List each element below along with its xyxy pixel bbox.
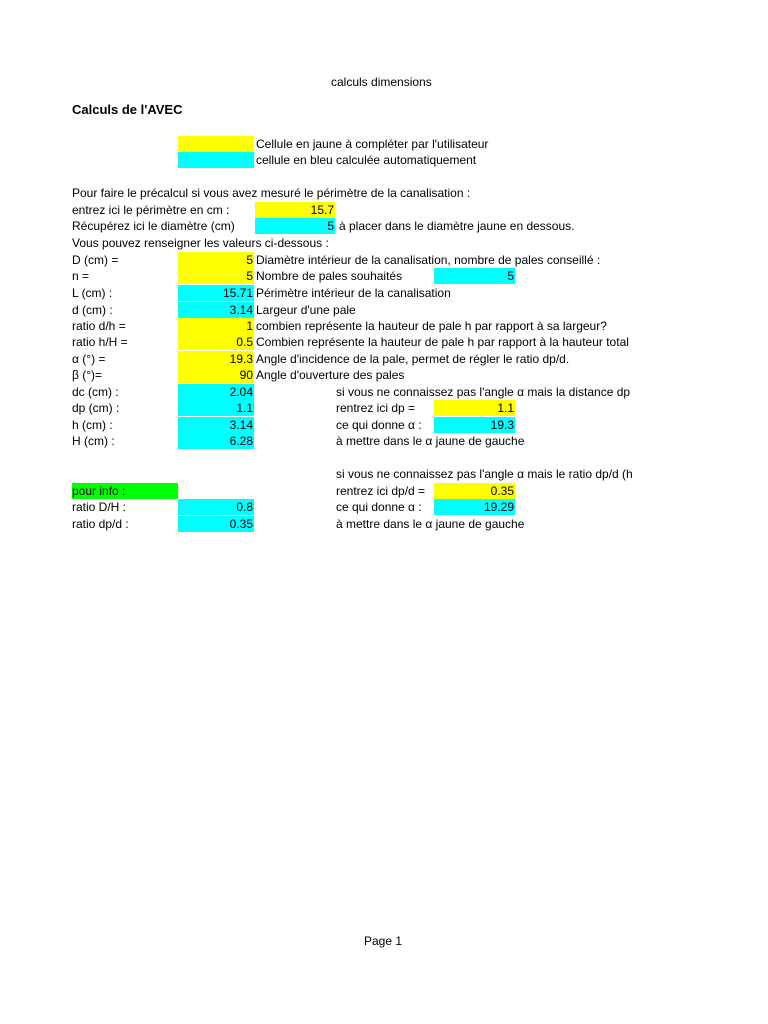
row-label: D (cm) = <box>72 253 119 267</box>
row-description: Angle d'ouverture des pales <box>256 368 405 382</box>
row-label: H (cm) : <box>72 434 115 448</box>
row-value-result: 15.71 <box>178 285 254 301</box>
row-label: dp (cm) : <box>72 401 120 415</box>
info-label: pour info : <box>72 483 178 499</box>
page-heading: Calculs de l'AVEC <box>72 102 183 117</box>
perimeter-label: entrez ici le périmètre en cm : <box>72 203 230 217</box>
row-label: ratio d/h = <box>72 319 126 333</box>
page-number: Page 1 <box>364 934 403 948</box>
row-value-input[interactable]: 90 <box>178 367 254 383</box>
row-description: Nombre de pales souhaités <box>256 269 403 283</box>
row-value-input[interactable]: 5 <box>178 252 254 268</box>
info-row-value: 0.35 <box>178 516 254 532</box>
row-value-result: 6.28 <box>178 433 254 449</box>
row-label: β (°)= <box>72 368 103 382</box>
info-row-label: ratio D/H : <box>72 500 127 514</box>
side2-title: si vous ne connaissez pas l'angle α mais le ratio dp/d (h <box>336 467 633 481</box>
side2-result-label: ce qui donne α : <box>336 500 422 514</box>
side1-title: si vous ne connaissez pas l'angle α mais la distance dp <box>336 385 631 399</box>
row-value-input[interactable]: 19.3 <box>178 351 254 367</box>
values-intro: Vous pouvez renseigner les valeurs ci-dessous : <box>72 236 329 250</box>
row-description: Combien représente la hauteur de pale h par rapport à la hauteur total <box>256 335 629 349</box>
side1-note: à mettre dans le α jaune de gauche <box>336 434 525 448</box>
row-label: n = <box>72 269 90 283</box>
row-value-result: 3.14 <box>178 302 254 318</box>
legend-yellow-text: Cellule en jaune à compléter par l'utilisateur <box>256 137 489 151</box>
row-value-input[interactable]: 1 <box>178 318 254 334</box>
row-label: d (cm) : <box>72 303 113 317</box>
row-description: Angle d'incidence de la pale, permet de régler le ratio dp/d. <box>256 352 570 366</box>
info-row-value: 0.8 <box>178 499 254 515</box>
page-header-title: calculs dimensions <box>331 75 432 89</box>
side2-ratio-input[interactable]: 0.35 <box>434 483 515 499</box>
row-description: Largeur d'une pale <box>256 303 356 317</box>
row-label: ratio h/H = <box>72 335 128 349</box>
side1-alpha-result: 19.3 <box>434 417 515 433</box>
row-description: Périmètre intérieur de la canalisation <box>256 286 451 300</box>
row-description: Diamètre intérieur de la canalisation, nombre de pales conseillé : <box>256 253 601 267</box>
side1-dp-input[interactable]: 1.1 <box>434 400 515 416</box>
row-label: α (°) = <box>72 352 106 366</box>
row-value-result: 1.1 <box>178 400 254 416</box>
info-row-label: ratio dp/d : <box>72 517 129 531</box>
perimeter-input[interactable]: 15.7 <box>255 202 335 218</box>
row-label: dc (cm) : <box>72 385 119 399</box>
side1-result-label: ce qui donne α : <box>336 418 422 432</box>
legend-yellow-swatch <box>178 136 254 152</box>
precalc-intro: Pour faire le précalcul si vous avez mesuré le périmètre de la canalisation : <box>72 186 471 200</box>
diameter-label: Récupérez ici le diamètre (cm) <box>72 219 235 233</box>
row-value-result: 3.14 <box>178 417 254 433</box>
diameter-note: à placer dans le diamètre jaune en dessous. <box>339 219 575 233</box>
row-value-input[interactable]: 0.5 <box>178 334 254 350</box>
row-value-result: 2.04 <box>178 384 254 400</box>
side1-input-label: rentrez ici dp = <box>336 401 416 415</box>
row-label: L (cm) : <box>72 286 113 300</box>
row-value-input[interactable]: 5 <box>178 268 254 284</box>
row-label: h (cm) : <box>72 418 113 432</box>
side2-alpha-result: 19.29 <box>434 499 515 515</box>
recommended-blades-result: 5 <box>434 268 515 284</box>
legend-cyan-swatch <box>178 152 254 168</box>
diameter-result: 5 <box>255 218 335 234</box>
row-description: combien représente la hauteur de pale h par rapport à sa largeur? <box>256 319 607 333</box>
legend-cyan-text: cellule en bleu calculée automatiquement <box>256 153 477 167</box>
side2-input-label: rentrez ici dp/d = <box>336 484 426 498</box>
side2-note: à mettre dans le α jaune de gauche <box>336 517 525 531</box>
